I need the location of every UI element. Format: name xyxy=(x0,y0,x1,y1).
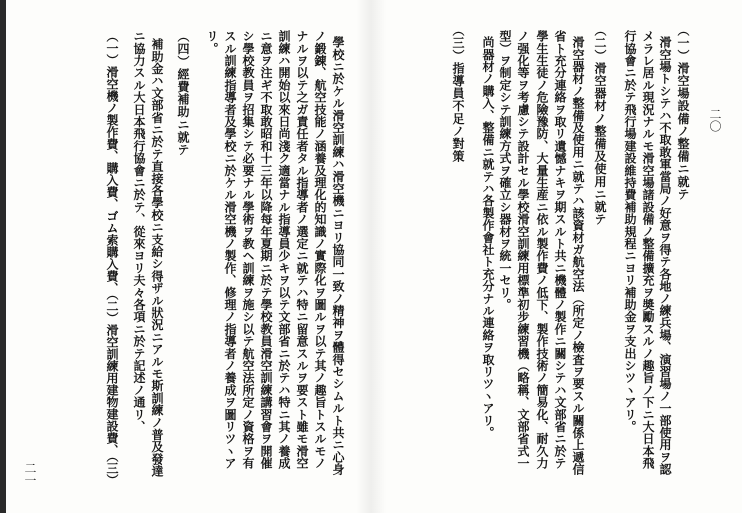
bold-text-segment: ゴム xyxy=(105,210,119,234)
text-segment: 索購入費、（二）滑空訓練用建物建設費、（三） xyxy=(105,234,119,486)
text-column: 型）ヲ制定シテ訓練方式ヲ確立シ器材ヲ統一セリ。 xyxy=(498,30,512,311)
text-column: 學生生徒ノ危險豫防、大量生産ニ依ル製作費ノ低下、製作技術ノ簡易化、耐久力 xyxy=(535,30,549,470)
page-number: 二一 xyxy=(23,462,37,486)
text-column: 行協會ニ於テ飛行場建設維持費補助規程ニヨリ補助金ヲ支出シツヽアリ。 xyxy=(623,30,637,433)
text-column: ノ鍛錬、航空技能ノ涵養及理化的知識ノ實際化ヲ圖ルヲ以テ其ノ趣旨トスルモノ xyxy=(313,30,327,470)
left-page xyxy=(6,0,370,513)
text-column: 尚器材ノ購入、整備ニ就テハ各製作會社ト充分ナル連絡ヲ取リツヽアリ。 xyxy=(481,36,495,439)
text-column: スル訓練指導者及學校ニ於ケル滑空機ノ製作、修理ノ指導者ノ養成ヲ圖リツヽア xyxy=(223,30,237,470)
text-column: ノ强化等ヲ考慮シテ設計セル學校滑空訓練用標準初步練習機（略稱、文部省式一 xyxy=(516,30,530,470)
text-column xyxy=(104,30,120,486)
text-segment: （一）滑空機ノ製作費、購入費、 xyxy=(105,30,119,210)
section-heading: （一）滑空場設備ノ整備ニ就テ xyxy=(676,24,690,201)
text-column: 滑空場トシテハ不取敢軍當局ノ好意ヲ得テ各地ノ練兵場、演習場ノ一部使用ヲ認 xyxy=(658,36,672,476)
right-page xyxy=(370,0,742,513)
text-column: 學校ニ於ケル滑空訓練ハ滑空機ニヨリ協同一致ノ精神ヲ體得セシムルト共ニ心身 xyxy=(331,36,345,476)
text-column: 滑空器材ノ整備及使用ニ就テハ該資材ガ航空法（所定ノ檢査ヲ要スル關係上遞信 xyxy=(571,36,585,476)
text-column: ニ意ヲ注ギ不取敢昭和十三年以降每年夏期ニ於テ學校教員滑空訓練講習會ヲ開催 xyxy=(259,30,273,470)
section-heading: （四）經費補助ニ就テ xyxy=(176,30,190,156)
text-column: ニ協力スル大日本飛行協會ニ於テ、從來ヨリ夫々各項ニ於テ記述ノ通リ、 xyxy=(132,30,146,433)
text-column: シ學校教員ヲ招集シテ必要ナル學術ヲ教ヘ訓練ヲ施シ以テ航空法所定ノ資格ヲ有 xyxy=(241,30,255,470)
section-heading: （三）指導員不足ノ對策 xyxy=(451,24,465,163)
text-column: ナルヲ以テ之ガ責任者タル指導者ノ選定ニ就テハ特ニ留意スルヲ要スト雖モ滑空 xyxy=(295,30,309,470)
text-column: メラレ居ル現況ナルモ滑空場諸設備ノ整備擴充ヲ奬勵スルノ趣旨ノ下ニ大日本飛 xyxy=(641,30,655,470)
text-column: リ。 xyxy=(205,30,219,55)
text-column: 補助金ハ文部省ニ於テ直接各學校ニ支給シ得ザル狀況ニアルモ斯訓練ノ普及發達 xyxy=(150,38,164,478)
page-number: 二〇 xyxy=(708,108,722,132)
text-column: 省ト充分連絡ヲ取リ遺憾ナキヲ期スルト共ニ機體ノ製作ニ關シテハ文部省ニ於テ xyxy=(553,30,567,470)
section-heading: （二）滑空器材ノ整備及使用ニ就テ xyxy=(593,24,607,226)
text-column: 訓練ハ開始以來日尚淺ク適當ナル指導員少キヲ以テ文部省ニ於テハ特ニ其ノ養成 xyxy=(277,30,291,470)
